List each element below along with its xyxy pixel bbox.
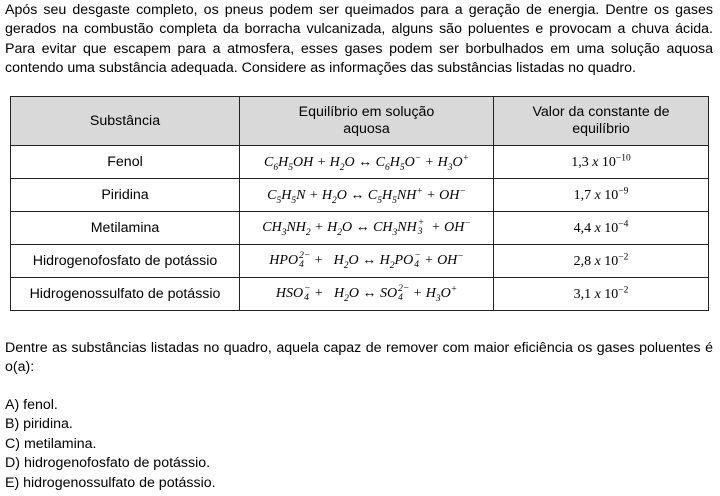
header-constant: Valor da constante de equilíbrio <box>494 97 709 146</box>
option-letter: A) <box>5 397 20 413</box>
option-text: metilamina. <box>23 435 97 452</box>
table-row <box>11 146 709 179</box>
option-letter: E) <box>5 474 20 491</box>
option-letter: D) <box>5 455 20 472</box>
substance-name: Hidrogenofosfato de potássio <box>11 245 240 278</box>
equilibrium-equation: HPO 2− 4 + $H_2O$ ↔ $H_2PO$ − 4 + OH− <box>240 245 494 278</box>
answer-options <box>5 396 216 493</box>
equilibrium-equation: $C_5H_5N + H_2O$ ↔ $C_5H_5NH^+ + OH^-$ <box>240 179 494 212</box>
option-letter: B) <box>5 416 20 433</box>
equilibrium-constant: 2,8 x $10^{-2}$ <box>494 245 709 278</box>
equilibrium-equation: $CH_3NH_2 + H_2O$ ↔ $CH_3NH$ + 3 + OH− <box>240 212 494 245</box>
option-e[interactable] <box>5 474 216 493</box>
table-row <box>11 245 709 278</box>
table-row <box>11 278 709 311</box>
option-text: fenol. <box>23 397 58 413</box>
substance-name: Piridina <box>11 179 240 212</box>
equilibrium-constant: 1,3 x $10^{-10}$ <box>494 146 709 179</box>
equilibrium-equation: $C_6H_5OH + H_2O$ ↔ $C_6H_5O^- + H_3O^+$ <box>240 146 494 179</box>
table-header-row <box>11 97 709 146</box>
intro-paragraph: Após seu desgaste completo, os pneus podem ser queimados para a geração de energia. Dentre os gases gerados na combustão completa da borracha vulcanizada, alguns são poluentes e provocam a chuva ácida. Para evitar que escapem para a atmosfera, esses gases podem ser borbulhados em uma solução aquosa contendo uma substância adequada. Considere as informações das substâncias listadas no quadro. <box>5 2 713 77</box>
option-text: hidrogenossulfato de potássio. <box>23 474 216 491</box>
equilibrium-constant: 1,7 x $10^{-9}$ <box>494 179 709 212</box>
option-c[interactable] <box>5 435 216 454</box>
question-text: Dentre as substâncias listadas no quadro, aquela capaz de remover com maior eficiência os gases poluentes é o(a): <box>5 340 713 376</box>
equilibrium-equation: HSO − 4 + $H_2O$ ↔ SO 2− 4 + $H_3O^+$ <box>240 278 494 311</box>
option-text: hidrogenofosfato de potássio. <box>23 455 211 472</box>
table-row <box>11 212 709 245</box>
equilibrium-constant: 3,1 x $10^{-2}$ <box>494 278 709 311</box>
option-b[interactable] <box>5 415 216 434</box>
option-text: piridina. <box>23 416 73 433</box>
option-d[interactable] <box>5 454 216 473</box>
equilibrium-constant: 4,4 x $10^{-4}$ <box>494 212 709 245</box>
header-equilibrium: Equilíbrio em solução aquosa <box>240 97 494 146</box>
header-substance: Substância <box>11 97 240 146</box>
option-letter: C) <box>5 435 20 452</box>
substance-name: Metilamina <box>11 212 240 245</box>
substance-name: Hidrogenossulfato de potássio <box>11 278 240 311</box>
substance-name: Fenol <box>11 146 240 179</box>
substances-table <box>10 96 709 311</box>
option-a[interactable] <box>5 396 216 415</box>
table-row <box>11 179 709 212</box>
